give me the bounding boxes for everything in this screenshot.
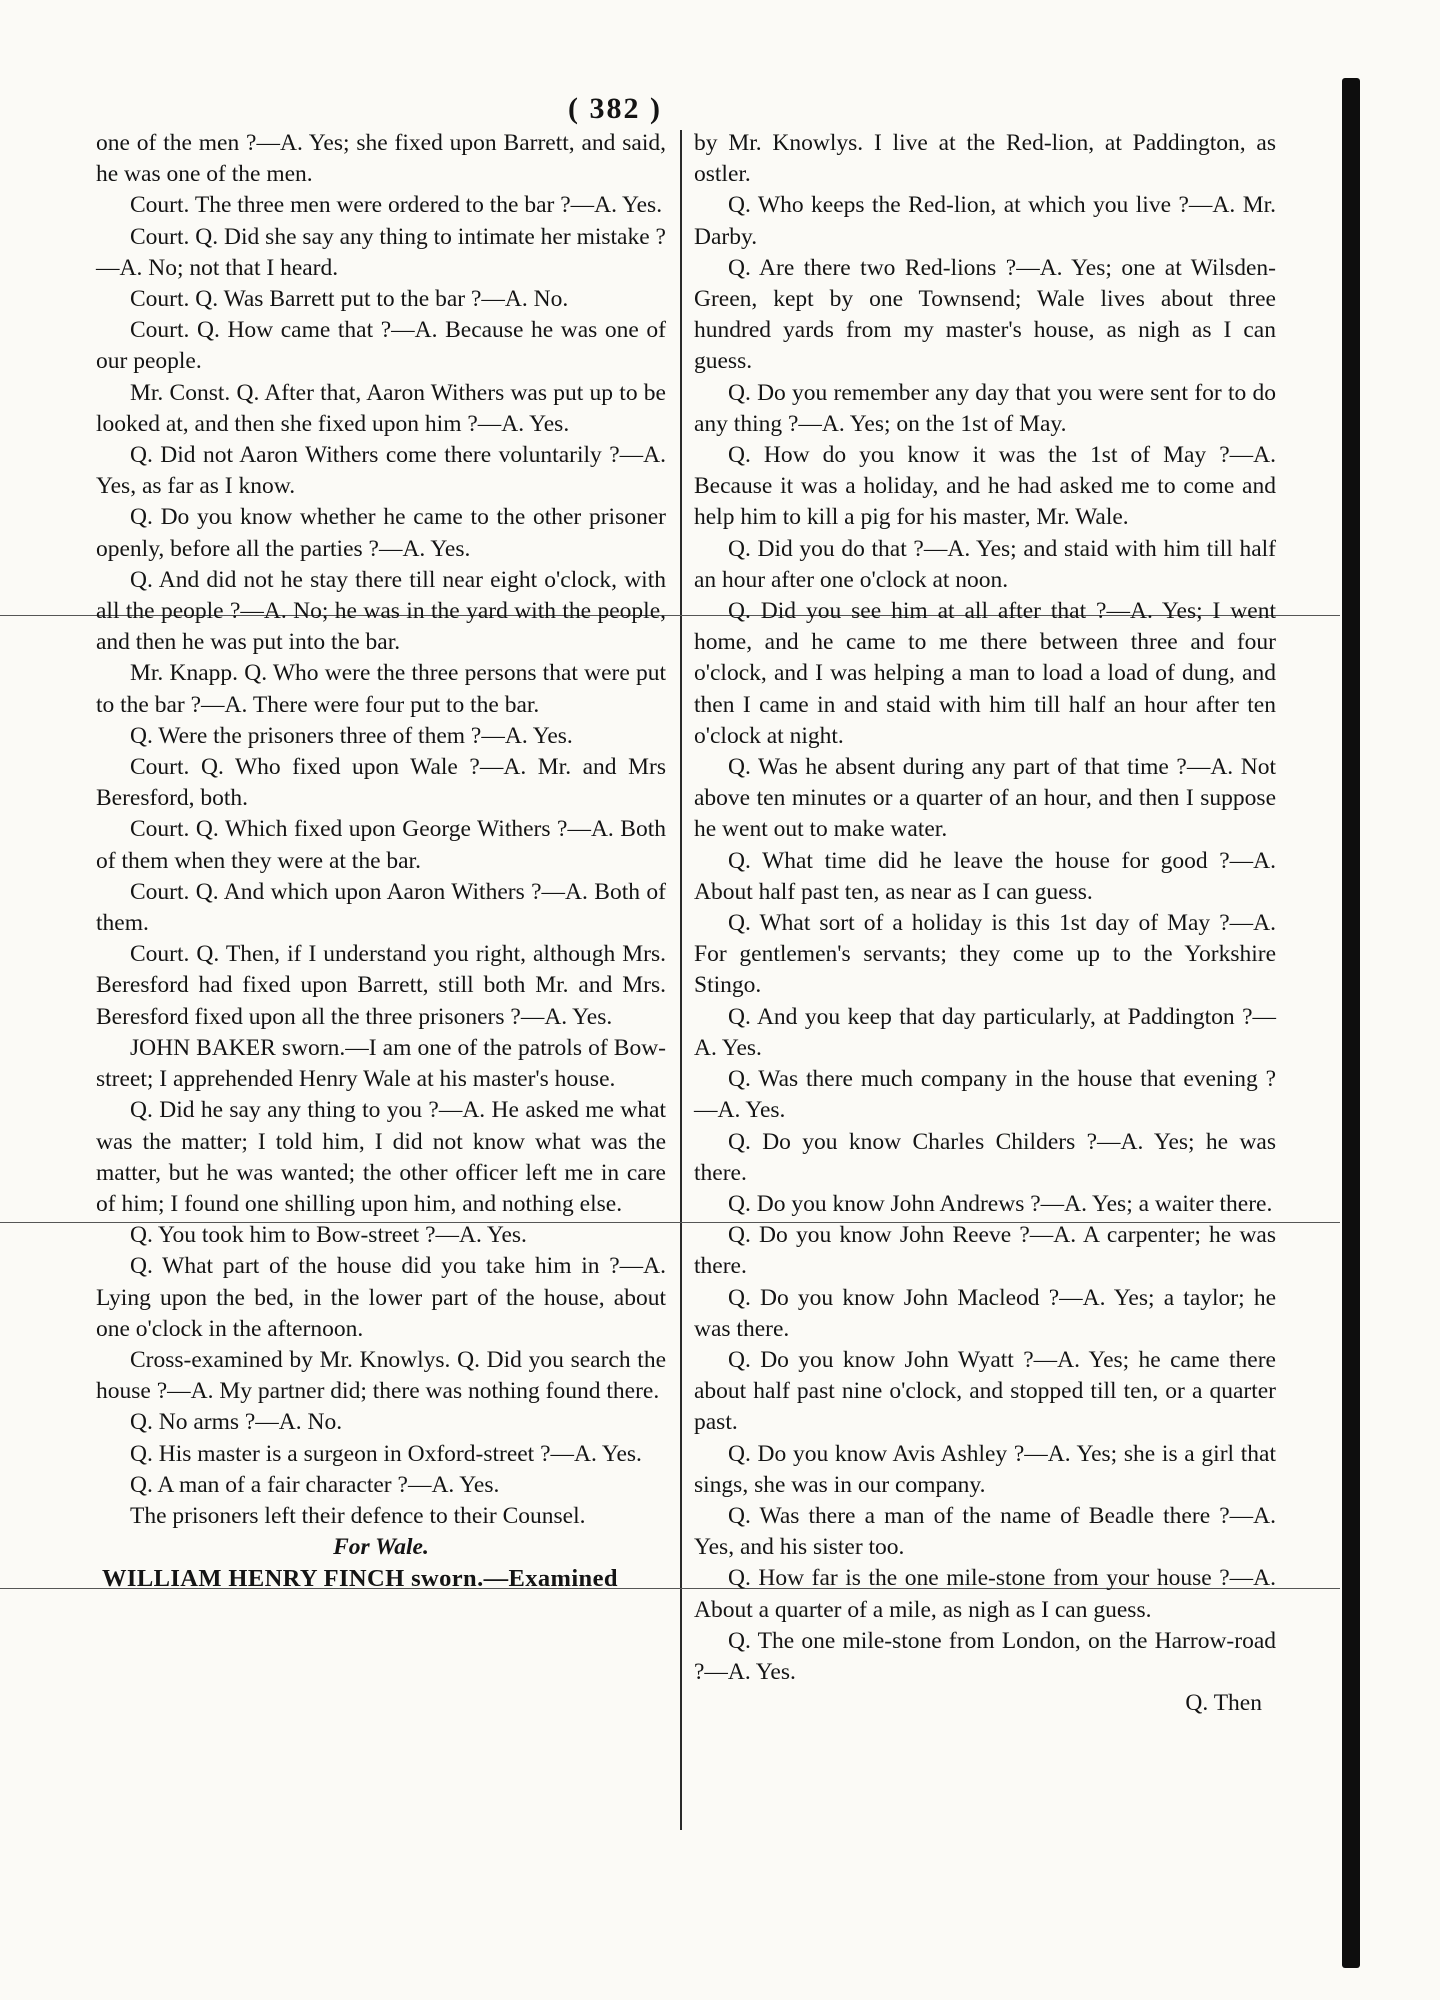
- paragraph: Q. How do you know it was the 1st of May ?—A. Because it was a holiday, and he had asked me to come and help him to kill a pig for his master, Mr. Wale.: [694, 442, 1276, 531]
- paragraph: Q. Are there two Red-lions ?—A. Yes; one at Wilsden-Green, kept by one Townsend; Wale lives about three hundred yards from my master's house, as nigh as I can guess.: [694, 254, 1276, 375]
- paragraph: Q. What time did he leave the house for good ?—A. About half past ten, as near as I can guess.: [694, 847, 1276, 905]
- paragraph: Q. Do you know whether he came to the other prisoner openly, before all the parties ?—A. Yes.: [96, 504, 666, 562]
- paragraph: Q. You took him to Bow-street ?—A. Yes.: [130, 1222, 527, 1249]
- paragraph: Q. And you keep that day particularly, at Paddington ?—A. Yes.: [694, 1003, 1276, 1061]
- paragraph: Q. The one mile-stone from London, on the Harrow-road ?—A. Yes.: [694, 1627, 1276, 1685]
- paragraph: Court. Q. How came that ?—A. Because he was one of our people.: [96, 317, 666, 375]
- paragraph: Q. Were the prisoners three of them ?—A. Yes.: [130, 722, 573, 749]
- paragraph: For Wale.: [333, 1534, 429, 1561]
- paragraph: JOHN BAKER sworn.—I am one of the patrols of Bow-street; I apprehended Henry Wale at his master's house.: [96, 1034, 666, 1093]
- paragraph: Q. How far is the one mile-stone from your house ?—A. About a quarter of a mile, as nigh as I can guess.: [694, 1565, 1276, 1623]
- paragraph: Mr. Knapp. Q. Who were the three persons that were put to the bar ?—A. There were four put to the bar.: [96, 660, 666, 718]
- paragraph: by Mr. Knowlys. I live at the Red-lion, at Paddington, as ostler.: [694, 130, 1276, 188]
- paragraph: one of the men ?—A. Yes; she fixed upon Barrett, and said, he was one of the men.: [96, 130, 666, 188]
- paragraph: Q. Was there much company in the house that evening ?—A. Yes.: [694, 1066, 1276, 1124]
- paragraph: Court. Q. Was Barrett put to the bar ?—A. No.: [130, 286, 569, 313]
- paragraph: Q. Was he absent during any part of that time ?—A. Not above ten minutes or a quarter of an hour, and then I suppose he went out to make water.: [694, 754, 1276, 843]
- margin-bar: [1342, 78, 1360, 1968]
- paragraph: Q. What part of the house did you take him in ?—A. Lying upon the bed, in the lower part of the house, about one o'clock in the afternoon.: [96, 1253, 666, 1342]
- paragraph: Court. Q. Did she say any thing to intimate her mistake ?—A. No; not that I heard.: [96, 223, 666, 281]
- paragraph: Q. Who keeps the Red-lion, at which you live ?—A. Mr. Darby.: [694, 192, 1276, 250]
- paragraph: Q. Did he say any thing to you ?—A. He asked me what was the matter; I told him, I did not know what was the matter, but he was wanted; the other officer left me in care of him; I found one shilling upon him, and nothing else.: [96, 1097, 666, 1217]
- paragraph: Q. His master is a surgeon in Oxford-street ?—A. Yes.: [130, 1440, 642, 1467]
- paragraph: Q. Do you know Charles Childers ?—A. Yes; he was there.: [694, 1128, 1276, 1186]
- paragraph: Court. Q. Who fixed upon Wale ?—A. Mr. and Mrs Beresford, both.: [96, 754, 666, 812]
- paragraph: Q. Do you know John Reeve ?—A. A carpenter; he was there.: [694, 1222, 1276, 1280]
- paragraph: Mr. Const. Q. After that, Aaron Withers was put up to be looked at, and then she fixed upon him ?—A. Yes.: [96, 379, 666, 437]
- paragraph: Q. Did you do that ?—A. Yes; and staid with him till half an hour after one o'clock at noon.: [694, 535, 1276, 593]
- paragraph: Q. And did not he stay there till near eight o'clock, with all the people ?—A. No; he was in the yard with the people, and then he was put into the bar.: [96, 566, 666, 656]
- column-divider: [680, 130, 682, 1830]
- paragraph: Court. Q. Then, if I understand you right, although Mrs. Beresford had fixed upon Barrett, still both Mr. and Mrs. Beresford fixed upon all the three prisoners ?—A. Yes.: [96, 941, 666, 1030]
- paragraph: Q. What sort of a holiday is this 1st day of May ?—A. For gentlemen's servants; they come up to the Yorkshire Stingo.: [694, 910, 1276, 999]
- paragraph: Q. No arms ?—A. No.: [130, 1409, 343, 1436]
- paragraph: WILLIAM HENRY FINCH sworn.—Examined: [102, 1565, 618, 1593]
- paragraph: Q. Was there a man of the name of Beadle there ?—A. Yes, and his sister too.: [694, 1502, 1276, 1561]
- left-column: [96, 128, 666, 1595]
- paragraph: Q. Did you see him at all after that ?—A. Yes; I went home, and he came to me there between three and four o'clock, and I was helping a man to load a load of dung, and then I came in and staid with him till half an hour after ten o'clock at night.: [694, 598, 1276, 749]
- paragraph: Q. Did not Aaron Withers come there voluntarily ?—A. Yes, as far as I know.: [96, 442, 666, 500]
- right-column: [694, 128, 1276, 1719]
- page-number: ( 382 ): [568, 92, 662, 125]
- paragraph: Q. Do you know John Wyatt ?—A. Yes; he came there about half past nine o'clock, and stopped till ten, or a quarter past.: [694, 1346, 1276, 1436]
- paragraph: Q. Do you know John Macleod ?—A. Yes; a taylor; he was there.: [694, 1284, 1276, 1342]
- paragraph: Q. Do you remember any day that you were sent for to do any thing ?—A. Yes; on the 1st of May.: [694, 379, 1276, 437]
- paragraph: Cross-examined by Mr. Knowlys. Q. Did you search the house ?—A. My partner did; there was nothing found there.: [96, 1346, 666, 1405]
- paragraph: Q. Do you know Avis Ashley ?—A. Yes; she is a girl that sings, she was in our company.: [694, 1440, 1276, 1498]
- paragraph: Q. A man of a fair character ?—A. Yes.: [130, 1471, 500, 1498]
- paragraph: Q. Do you know John Andrews ?—A. Yes; a waiter there.: [728, 1190, 1273, 1217]
- paragraph: Court. The three men were ordered to the bar ?—A. Yes.: [130, 192, 663, 219]
- paragraph: Court. Q. Which fixed upon George Withers ?—A. Both of them when they were at the bar.: [96, 816, 666, 874]
- paragraph: Court. Q. And which upon Aaron Withers ?—A. Both of them.: [96, 878, 666, 937]
- paragraph: The prisoners left their defence to their Counsel.: [130, 1502, 586, 1529]
- paragraph: Q. Then: [1185, 1690, 1262, 1717]
